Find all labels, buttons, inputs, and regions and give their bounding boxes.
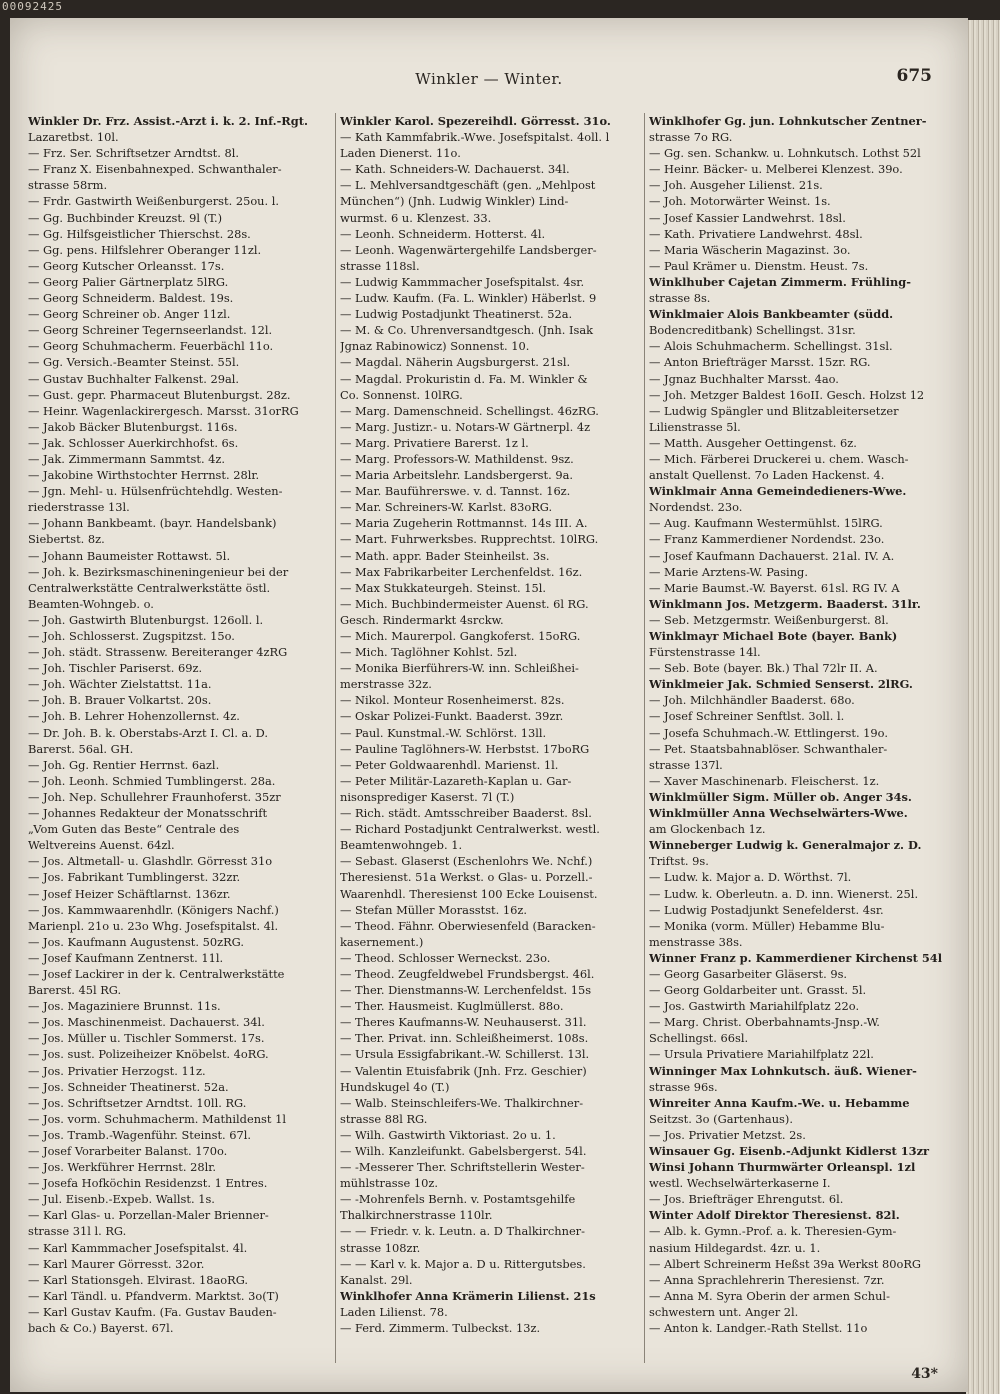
directory-entry-line: — Jak. Schlosser Auerkirchhofst. 6s. [28, 435, 239, 450]
directory-entry-line: — Jakobine Wirthstochter Herrnst. 28lr. [28, 468, 260, 483]
directory-entry-line: — Walb. Steinschleifers-We. Thalkirchner- [340, 1095, 584, 1110]
directory-entry-line: Bodencreditbank) Schellingst. 31sr. [649, 323, 856, 338]
directory-entry-line: nasium Hildegardst. 4zr. u. 1. [649, 1240, 821, 1255]
directory-entry-line: — -Messerer Ther. Schriftstellerin Wester- [340, 1160, 585, 1175]
directory-entry-line: — Maria Wäscherin Magazinst. 3o. [649, 242, 851, 257]
directory-entry-line: strasse 31l l. RG. [28, 1224, 127, 1239]
directory-entry-line: — Peter Goldwaarenhdl. Marienst. 1l. [340, 757, 559, 772]
directory-entry-line: — Joh. Schlosserst. Zugspitzst. 15o. [28, 629, 235, 643]
directory-entry-line: — Wilh. Gastwirth Viktoriast. 2o u. 1. [340, 1127, 556, 1142]
directory-entry-line: — Jak. Zimmermann Sammtst. 4z. [28, 451, 226, 466]
directory-entry-line: — Joh. k. Bezirksmaschineningenieur bei der [28, 564, 289, 579]
surname-heading-line: Winter Adolf Direktor Theresienst. 82l. [649, 1208, 900, 1223]
surname-heading-line: Winkler Karol. Spezereihdl. Görresst. 31o. [340, 114, 611, 128]
directory-entry-line: — Josef Lackirer in der k. Centralwerkstätte [28, 966, 285, 981]
directory-entry-line: — Joh. Milchhändler Baaderst. 68o. [649, 693, 855, 708]
directory-entry-line: — Heinr. Wagenlackirergesch. Marsst. 31orRG [28, 403, 299, 418]
directory-entry-line: — Joh. Metzger Baldest 16oII. Gesch. Holzst 12 [649, 387, 925, 402]
directory-entry-line: — Josef Heizer Schäftlarnst. 136zr. [28, 886, 231, 901]
directory-entry-line: Hundskugel 4o (T.) [340, 1079, 450, 1094]
directory-entry-line: — Seb. Metzgermstr. Weißenburgerst. 8l. [649, 612, 889, 627]
directory-entry-line: — Ludw. k. Major a. D. Wörthst. 7l. [649, 870, 852, 885]
directory-entry-line: Nordendst. 23o. [649, 500, 743, 515]
directory-entry-line: strasse 58rm. [28, 178, 108, 193]
directory-entry-line: — Georg Kutscher Orleansst. 17s. [28, 258, 225, 273]
directory-entry-line: — Joh. Nep. Schullehrer Fraunhoferst. 35zr [28, 789, 281, 804]
directory-entry-line: — Joh. Wächter Zielstattst. 11a. [28, 677, 212, 692]
directory-entry-line: — Jul. Eisenb.-Expeb. Wallst. 1s. [28, 1192, 215, 1207]
directory-entry-line: — Theod. Fähnr. Oberwiesenfeld (Baracken- [340, 918, 596, 933]
directory-entry-line: strasse 7o RG. [649, 130, 733, 145]
directory-entry-line: — Georg Palier Gärtnerplatz 5lRG. [28, 274, 229, 289]
directory-entry-line: — Ludw. k. Oberleutn. a. D. inn. Wienerst. 25l. [649, 886, 919, 901]
surname-heading-line: Winklmüller Sigm. Müller ob. Anger 34s. [649, 789, 912, 804]
directory-entry-line: — Monika Bierführers-W. inn. Schleißhei- [340, 661, 579, 676]
directory-entry-line: — Anton Briefträger Marsst. 15zr. RG. [649, 355, 871, 370]
directory-entry-line: — Peter Militär-Lazareth-Kaplan u. Gar- [340, 773, 572, 788]
directory-entry-line: — Marg. Privatiere Barerst. 1z l. [340, 435, 529, 450]
surname-heading-line: Winklmann Jos. Metzgerm. Baaderst. 31lr. [649, 596, 921, 611]
directory-entry-line: — Kath Kammfabrik.-Wwe. Josefspitalst. 4oll. l [340, 130, 610, 145]
surname-heading-line: Winklmayr Michael Bote (bayer. Bank) [649, 629, 898, 643]
directory-entry-line: — Theod. Zeugfeldwebel Frundsbergst. 46l. [340, 966, 595, 981]
directory-entry-line: — Joh. Leonh. Schmied Tumblingerst. 28a. [28, 773, 276, 788]
page-number: 675 [896, 66, 932, 86]
surname-heading-line: Winklmaier Alois Bankbeamter (südd. [649, 307, 894, 322]
directory-entry-line: — Mart. Fuhrwerksbes. Rupprechtst. 10lRG. [340, 532, 599, 547]
directory-entry-line: Barerst. 45l RG. [28, 983, 122, 998]
directory-entry-line: — Jakob Bäcker Blutenburgst. 116s. [28, 419, 238, 434]
surname-heading-line: Winsauer Gg. Eisenb.-Adjunkt Kidlerst 13zr [649, 1144, 930, 1158]
directory-entry-line: — Joh. Ausgeher Lilienst. 21s. [649, 178, 823, 193]
directory-entry-line: — Xaver Maschinenarb. Fleischerst. 1z. [649, 773, 880, 788]
directory-entry-line: — Karl Gustav Kaufm. (Fa. Gustav Bauden- [28, 1304, 277, 1319]
directory-entry-line: — Leonh. Wagenwärtergehilfe Landsberger- [340, 242, 597, 257]
directory-entry-line: Laden Lilienst. 78. [340, 1304, 448, 1319]
surname-heading-line: Winreiter Anna Kaufm.-We. u. Hebamme [649, 1095, 910, 1110]
directory-entry-line: — Josefa Schuhmach.-W. Ettlingerst. 19o. [649, 725, 888, 740]
directory-entry-line: — Gg. sen. Schankw. u. Lohnkutsch. Lothst 52l [649, 146, 921, 161]
directory-entry-line: strasse 137l. [649, 757, 723, 772]
directory-entry-line: — Joh. B. Brauer Volkartst. 20s. [28, 693, 212, 708]
directory-entry-line: Beamten-Wohngeb. o. [28, 596, 154, 611]
directory-entry-line: — Mich. Färberei Druckerei u. chem. Wasch- [649, 451, 909, 466]
surname-heading-line: Winner Franz p. Kammerdiener Kirchenst 54l [649, 950, 943, 965]
surname-heading-line: Winkler Dr. Frz. Assist.-Arzt i. k. 2. Inf.-Rgt. [28, 114, 308, 128]
directory-entry-line: — Mich. Maurerpol. Gangkoferst. 15oRG. [340, 629, 581, 643]
directory-entry-line: — Valentin Etuisfabrik (Jnh. Frz. Geschier) [340, 1063, 587, 1078]
directory-entry-line: Siebertst. 8z. [28, 532, 105, 547]
entry-columns [28, 113, 950, 1363]
directory-entry-line: — Wilh. Kanzleifunkt. Gabelsbergerst. 54l. [340, 1144, 587, 1158]
directory-entry-line: — Karl Kammmacher Josefspitalst. 4l. [28, 1240, 248, 1255]
directory-entry-line: — Mich. Taglöhner Kohlst. 5zl. [340, 645, 518, 660]
directory-entry-line: — Ludw. Kaufm. (Fa. L. Winkler) Häberlst. 9 [340, 291, 597, 306]
directory-entry-line: — Jos. Fabrikant Tumblingerst. 32zr. [28, 870, 241, 885]
directory-entry-line: — Georg Schuhmacherm. Feuerbächl 11o. [28, 339, 274, 354]
directory-entry-line: — Magdal. Näherin Augsburgerst. 21sl. [340, 355, 571, 370]
directory-entry-line: am Glockenbach 1z. [649, 822, 766, 837]
directory-entry-line: Co. Sonnenst. 10lRG. [340, 387, 463, 402]
directory-entry-line: westl. Wechselwärterkaserne I. [649, 1176, 831, 1191]
directory-entry-line: — Sebast. Glaserst (Eschenlohrs We. Nchf.) [340, 854, 593, 869]
directory-entry-line: — Josef Kaufmann Zentnerst. 11l. [28, 950, 224, 965]
directory-entry-line: — L. Mehlversandtgeschäft (gen. „Mehlpost [340, 178, 596, 193]
directory-entry-line: bach & Co.) Bayerst. 67l. [28, 1321, 174, 1336]
directory-entry-line: München“) (Jnh. Ludwig Winkler) Lind- [340, 194, 569, 209]
directory-entry-line: — Karl Glas- u. Porzellan-Maler Brienner- [28, 1208, 269, 1223]
directory-entry-line: — Jgnaz Buchhalter Marsst. 4ao. [649, 371, 839, 386]
directory-entry-line: — Jos. Altmetall- u. Glashdlr. Görresst 31o [28, 854, 273, 869]
directory-entry-line: — Pauline Taglöhners-W. Herbstst. 17boRG [340, 741, 590, 756]
directory-entry-line: — Ludwig Postadjunkt Senefelderst. 4sr. [649, 902, 884, 917]
page-edge [966, 20, 1000, 1394]
directory-entry-line: — Paul. Kunstmal.-W. Schlörst. 13ll. [340, 725, 547, 740]
directory-entry-line: — Georg Schreiner ob. Anger 11zl. [28, 307, 231, 322]
directory-entry-line: — Karl Stationsgeh. Elvirast. 18aoRG. [28, 1272, 249, 1287]
directory-entry-line: Barerst. 56al. GH. [28, 741, 134, 756]
directory-entry-line: — Jos. Müller u. Tischler Sommerst. 17s. [28, 1031, 265, 1046]
directory-entry-line: Fürstenstrasse 14l. [649, 645, 761, 660]
directory-entry-line: — Math. appr. Bader Steinheilst. 3s. [340, 548, 550, 563]
directory-entry-line: — Jos. Werkführer Herrnst. 28lr. [28, 1160, 217, 1175]
directory-entry-line: strasse 108zr. [340, 1240, 421, 1255]
directory-entry-line: — — Karl v. k. Major a. D u. Rittergutsbes. [340, 1256, 586, 1271]
directory-entry-line: — Mich. Buchbindermeister Auenst. 6l RG. [340, 596, 589, 611]
directory-entry-line: — Joh. B. Lehrer Hohenzollernst. 4z. [28, 709, 240, 724]
directory-entry-line: Centralwerkstätte Centralwerkstätte östl. [28, 580, 271, 595]
directory-entry-line: — Jos. Tramb.-Wagenführ. Steinst. 67l. [28, 1127, 252, 1142]
directory-entry-line: — Theod. Schlosser Werneckst. 23o. [340, 950, 551, 965]
directory-entry-line: — Maria Arbeitslehr. Landsbergerst. 9a. [340, 468, 573, 483]
directory-entry-line: — Ther. Hausmeist. Kuglmüllerst. 88o. [340, 999, 564, 1014]
surname-heading-line: Winninger Max Lohnkutsch. äuß. Wiener- [649, 1063, 917, 1078]
directory-entry-line: — Jos. Schneider Theatinerst. 52a. [28, 1079, 229, 1094]
directory-entry-line: — Georg Gasarbeiter Gläserst. 9s. [649, 966, 848, 981]
directory-entry-line: — Franz Kammerdiener Nordendst. 23o. [649, 532, 885, 547]
directory-entry-line: — -Mohrenfels Bernh. v. Postamtsgehilfe [340, 1192, 576, 1207]
directory-entry-line: — Josef Schreiner Senftlst. 3oll. l. [649, 709, 845, 724]
surname-heading-line: Winneberger Ludwig k. Generalmajor z. D. [649, 838, 922, 853]
directory-entry-line: — Gust. gepr. Pharmaceut Blutenburgst. 28z. [28, 387, 291, 402]
directory-entry-line: — Max Stukkateurgeh. Steinst. 15l. [340, 580, 547, 595]
directory-entry-line: — Kath. Schneiders-W. Dachauerst. 34l. [340, 162, 570, 177]
surname-heading-line: Winklmüller Anna Wechselwärters-Wwe. [649, 806, 908, 821]
directory-entry-line: Marienpl. 21o u. 23o Whg. Josefspitalst. 4l. [28, 918, 279, 933]
directory-entry-line: Seitzst. 3o (Gartenhaus). [649, 1111, 793, 1126]
directory-entry-line: — Gg. Versich.-Beamter Steinst. 55l. [28, 355, 240, 370]
directory-entry-line: — Josefa Hofköchin Residenzst. 1 Entres. [28, 1176, 268, 1191]
directory-entry-line: — Albert Schreinerm Heßst 39a Werkst 80oRG [649, 1256, 922, 1271]
directory-entry-line: Weltvereins Auenst. 64zl. [28, 838, 175, 853]
directory-entry-line: — Franz X. Eisenbahnexped. Schwanthaler- [28, 162, 282, 177]
directory-entry-line: — Leonh. Schneiderm. Hotterst. 4l. [340, 226, 546, 241]
directory-entry-line: — Mar. Bauführerswe. v. d. Tannst. 16z. [340, 484, 571, 499]
directory-entry-line: — Ferd. Zimmerm. Tulbeckst. 13z. [340, 1321, 541, 1336]
directory-entry-line: — Gg. Buchbinder Kreuzst. 9l (T.) [28, 210, 223, 225]
directory-entry-line: — Nikol. Monteur Rosenheimerst. 82s. [340, 693, 565, 708]
directory-entry-line: — Georg Schneiderm. Baldest. 19s. [28, 291, 234, 306]
directory-entry-line: strasse 96s. [649, 1079, 718, 1094]
directory-entry-line: — Jgn. Mehl- u. Hülsenfrüchtehdlg. Westen- [28, 484, 283, 499]
directory-entry-line: — Matth. Ausgeher Oettingenst. 6z. [649, 435, 857, 450]
directory-entry-line: kasernement.) [340, 934, 424, 949]
directory-entry-line: — Kath. Privatiere Landwehrst. 48sl. [649, 226, 863, 241]
directory-entry-line: Lazaretbst. 10l. [28, 130, 119, 145]
column-3 [644, 113, 945, 1363]
column-1 [28, 113, 324, 1363]
directory-entry-line: Waarenhdl. Theresienst 100 Ecke Louisenst. [340, 886, 598, 901]
directory-entry-line: — Anna M. Syra Oberin der armen Schul- [649, 1288, 890, 1303]
directory-entry-line: — Anna Sprachlehrerin Theresienst. 7zr. [649, 1272, 885, 1287]
directory-entry-line: Laden Dienerst. 11o. [340, 146, 461, 161]
directory-entry-line: riederstrasse 13l. [28, 500, 130, 515]
directory-entry-line: — Monika (vorm. Müller) Hebamme Blu- [649, 918, 885, 933]
directory-entry-line: — Josef Kassier Landwehrst. 18sl. [649, 210, 846, 225]
directory-entry-line: — Jos. vorm. Schuhmacherm. Mathildenst 1l [28, 1111, 286, 1126]
directory-entry-line: — Marg. Christ. Oberbahnamts-Jnsp.-W. [649, 1015, 880, 1030]
directory-entry-line: — Alb. k. Gymn.-Prof. a. k. Theresien-Gym- [649, 1224, 897, 1239]
directory-entry-line: — Richard Postadjunkt Centralwerkst. westl. [340, 822, 600, 837]
surname-heading-line: Winsi Johann Thurmwärter Orleanspl. 1zl [649, 1160, 916, 1175]
directory-entry-line: Kanalst. 29l. [340, 1272, 413, 1287]
directory-entry-line: — Stefan Müller Morasstst. 16z. [340, 902, 527, 917]
directory-entry-line: — Ludwig Postadjunkt Theatinerst. 52a. [340, 307, 573, 322]
directory-entry-line: — Marg. Damenschneid. Schellingst. 46zRG. [340, 403, 599, 418]
directory-entry-line: — Jos. Briefträger Ehrengutst. 6l. [649, 1192, 844, 1207]
directory-entry-line: — Josef Kaufmann Dachauerst. 21al. IV. A. [649, 548, 895, 563]
directory-entry-line: — Oskar Polizei-Funkt. Baaderst. 39zr. [340, 709, 564, 724]
directory-entry-line: — Rich. städt. Amtsschreiber Baaderst. 8sl. [340, 806, 592, 821]
directory-entry-line: — Paul Krämer u. Dienstm. Heust. 7s. [649, 258, 869, 273]
directory-entry-line: — Johann Bankbeamt. (bayr. Handelsbank) [28, 516, 277, 531]
directory-entry-line: — Maria Zugeherin Rottmannst. 14s III. A. [340, 516, 588, 531]
directory-entry-line: mühlstrasse 10z. [340, 1176, 438, 1191]
surname-heading-line: Winklhuber Cajetan Zimmerm. Frühling- [649, 274, 911, 289]
directory-entry-line: — — Friedr. v. k. Leutn. a. D Thalkirchner- [340, 1224, 585, 1239]
directory-entry-line: — Magdal. Prokuristin d. Fa. M. Winkler & [340, 371, 588, 386]
directory-entry-line: Lilienstrasse 5l. [649, 419, 741, 434]
directory-entry-line: — Jos. Privatier Metzst. 2s. [649, 1127, 806, 1142]
directory-entry-line: wurmst. 6 u. Klenzest. 33. [340, 210, 492, 225]
directory-entry-line: — Jos. Gastwirth Mariahilfplatz 22o. [649, 999, 860, 1014]
surname-heading-line: Winklmeier Jak. Schmied Senserst. 2lRG. [649, 677, 913, 692]
directory-entry-line: — Jos. Schriftsetzer Arndtst. 10ll. RG. [28, 1095, 247, 1110]
directory-entry-line: — Johann Baumeister Rottawst. 5l. [28, 548, 231, 563]
directory-entry-line: — Marie Arztens-W. Pasing. [649, 564, 808, 579]
directory-entry-line: — Jos. Maschinenmeist. Dachauerst. 34l. [28, 1015, 265, 1030]
directory-entry-line: — Seb. Bote (bayer. Bk.) Thal 72lr II. A. [649, 661, 878, 676]
directory-entry-line: — Anton k. Landger.-Rath Stellst. 11o [649, 1321, 868, 1336]
directory-entry-line: — Georg Schreiner Tegernseerlandst. 12l. [28, 323, 273, 338]
directory-entry-line: nisonsprediger Kaserst. 7l (T.) [340, 789, 515, 804]
directory-entry-line: Schellingst. 66sl. [649, 1031, 749, 1046]
directory-entry-line: — Aug. Kaufmann Westermühlst. 15lRG. [649, 516, 883, 531]
directory-entry-line: — Ludwig Kammmacher Josefspitalst. 4sr. [340, 274, 585, 289]
directory-entry-line: — Frdr. Gastwirth Weißenburgerst. 25ou. l. [28, 194, 280, 209]
directory-entry-line: — Georg Goldarbeiter unt. Grasst. 5l. [649, 983, 867, 998]
directory-entry-line: Jgnaz Rabinowicz) Sonnenst. 10. [340, 339, 530, 354]
directory-entry-line: — Ther. Dienstmanns-W. Lerchenfeldst. 15s [340, 983, 592, 998]
directory-entry-line: — Marie Baumst.-W. Bayerst. 61sl. RG IV. A [649, 580, 900, 595]
surname-heading-line: Winklhofer Gg. jun. Lohnkutscher Zentner- [649, 114, 927, 128]
directory-entry-line: — Ludwig Spängler und Blitzableitersetzer [649, 403, 899, 418]
column-2 [335, 113, 636, 1363]
directory-entry-line: strasse 8s. [649, 291, 711, 306]
directory-entry-line: — Jos. Privatier Herzogst. 11z. [28, 1063, 206, 1078]
surname-heading-line: Winklhofer Anna Krämerin Lilienst. 21s [340, 1288, 596, 1303]
signature-mark: 43* [911, 1366, 938, 1382]
directory-entry-line: — Marg. Professors-W. Mathildenst. 9sz. [340, 451, 574, 466]
directory-entry-line: — Alois Schuhmacherm. Schellingst. 31sl. [649, 339, 893, 354]
directory-entry-line: — Joh. Tischler Pariserst. 69z. [28, 661, 203, 676]
directory-entry-line: — Joh. Motorwärter Weinst. 1s. [649, 194, 831, 209]
directory-entry-line: Theresienst. 51a Werkst. o Glas- u. Porzell.- [340, 870, 593, 885]
directory-entry-line: strasse 118sl. [340, 258, 420, 273]
directory-entry-line: — Marg. Justizr.- u. Notars-W Gärtnerpl. 4z [340, 419, 591, 434]
directory-entry-line: — Joh. Gg. Rentier Herrnst. 6azl. [28, 757, 220, 772]
directory-entry-line: — Mar. Schreiners-W. Karlst. 83oRG. [340, 500, 553, 515]
running-head: Winkler — Winter. [415, 70, 563, 88]
directory-entry-line: — Frz. Ser. Schriftsetzer Arndtst. 8l. [28, 146, 240, 161]
directory-entry-line: strasse 88l RG. [340, 1111, 428, 1126]
directory-entry-line: — Jos. sust. Polizeiheizer Knöbelst. 4oRG. [28, 1047, 269, 1062]
directory-entry-line: — Johannes Redakteur der Monatsschrift [28, 806, 268, 821]
directory-entry-line: Beamtenwohngeb. 1. [340, 838, 463, 853]
directory-entry-line: — Gustav Buchhalter Falkenst. 29al. [28, 371, 240, 386]
directory-entry-line: anstalt Quellenst. 7o Laden Hackenst. 4. [649, 468, 885, 483]
directory-entry-line: — Josef Vorarbeiter Balanst. 170o. [28, 1144, 228, 1158]
directory-entry-line: — Pet. Staatsbahnablöser. Schwanthaler- [649, 741, 888, 756]
directory-entry-line: — Jos. Kaufmann Augustenst. 50zRG. [28, 934, 244, 949]
directory-page[interactable] [10, 18, 968, 1392]
directory-entry-line: — Dr. Joh. B. k. Oberstabs-Arzt I. Cl. a. D. [28, 725, 268, 740]
directory-entry-line: — Jos. Magaziniere Brunnst. 11s. [28, 999, 221, 1014]
surname-heading-line: Winklmair Anna Gemeindedieners-Wwe. [649, 484, 907, 499]
directory-entry-line: — Theres Kaufmanns-W. Neuhauserst. 31l. [340, 1015, 587, 1030]
directory-entry-line: — Joh. Gastwirth Blutenburgst. 126oll. l. [28, 612, 264, 627]
directory-entry-line: „Vom Guten das Beste“ Centrale des [28, 822, 240, 837]
directory-entry-line: — Max Fabrikarbeiter Lerchenfeldst. 16z. [340, 564, 583, 579]
directory-entry-line: Triftst. 9s. [649, 854, 709, 869]
directory-entry-line: — Ursula Essigfabrikant.-W. Schillerst. 13l. [340, 1047, 590, 1062]
directory-entry-line: — Gg. Hilfsgeistlicher Thierschst. 28s. [28, 226, 251, 241]
directory-entry-line: — Jos. Kammwaarenhdlr. (Königers Nachf.) [28, 902, 279, 917]
directory-entry-line: — Ursula Privatiere Mariahilfplatz 22l. [649, 1047, 874, 1062]
directory-entry-line: menstrasse 38s. [649, 934, 743, 949]
directory-entry-line: — Heinr. Bäcker- u. Melberei Klenzest. 39o. [649, 162, 903, 177]
directory-entry-line: — M. & Co. Uhrenversandtgesch. (Jnh. Isak [340, 323, 594, 338]
directory-entry-line: — Karl Maurer Görresst. 32or. [28, 1256, 205, 1271]
directory-entry-line: — Ther. Privat. inn. Schleißheimerst. 108s. [340, 1031, 589, 1046]
directory-entry-line: — Karl Tändl. u. Pfandverm. Marktst. 3o(T) [28, 1288, 279, 1303]
directory-entry-line: — Gg. pens. Hilfslehrer Oberanger 11zl. [28, 242, 262, 257]
directory-entry-line: schwestern unt. Anger 2l. [649, 1304, 799, 1319]
directory-entry-line: Thalkirchnerstrasse 110lr. [340, 1208, 493, 1223]
directory-entry-line: — Joh. städt. Strassenw. Bereiteranger 4zRG [28, 645, 288, 660]
scan-id: 00092425 [2, 0, 63, 13]
directory-entry-line: merstrasse 32z. [340, 677, 432, 692]
directory-entry-line: Gesch. Rindermarkt 4srckw. [340, 612, 504, 627]
